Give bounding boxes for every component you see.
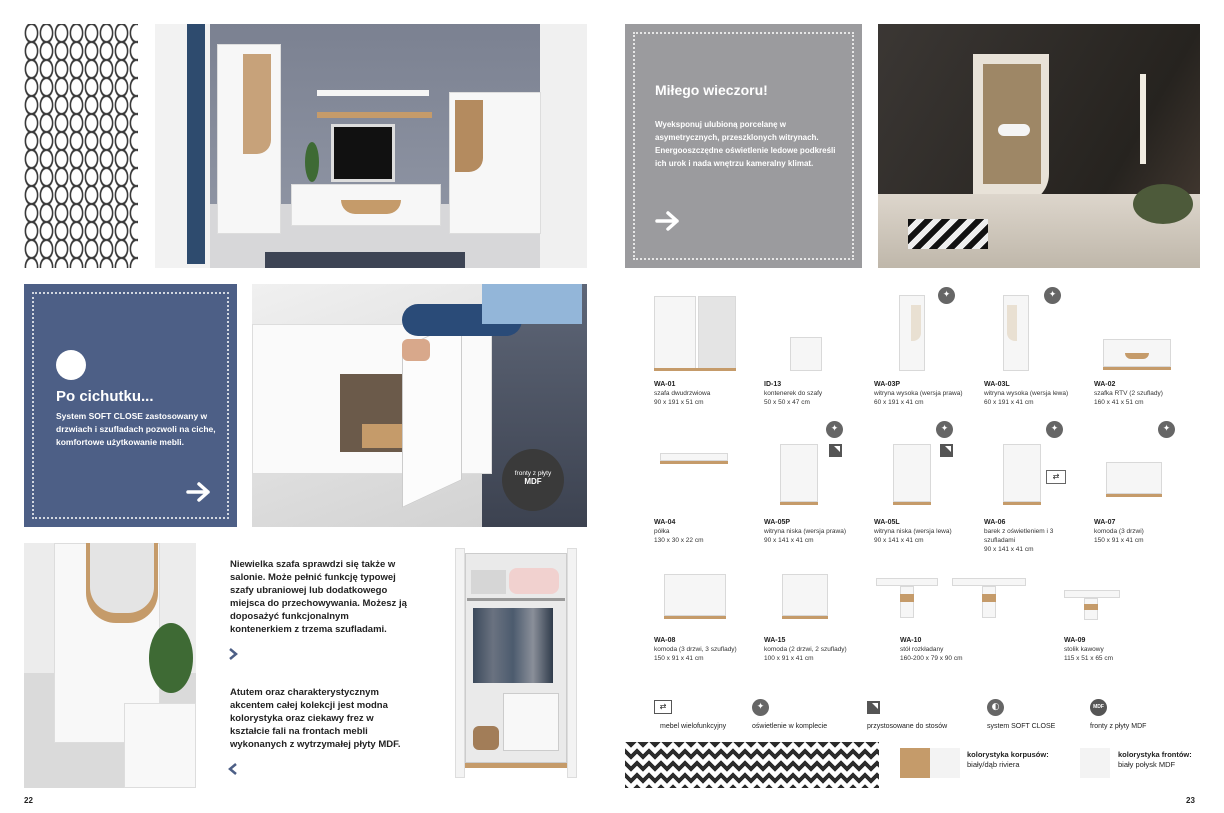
soft-close-drawer-photo bbox=[252, 284, 587, 527]
legend-adapted: przystosowane do stosów bbox=[867, 723, 948, 730]
swatch-oak bbox=[900, 748, 930, 778]
light-bulb-icon: ✦ bbox=[1044, 287, 1061, 304]
product-image-wa03p bbox=[899, 295, 925, 371]
paragraph-wardrobe: Niewielka szafa sprawdzi się także w salonie. Może pełnić funkcję typowej szafy ubraniowej lub dodatkowego miejsca do przechowywania. Możesz ją doposażyć funkcjonalnym kontenerkiem z trzema szufladami. bbox=[230, 559, 407, 635]
product-dims: 90 x 141 x 41 cm bbox=[984, 546, 1034, 553]
chevron-left-icon[interactable] bbox=[228, 762, 238, 776]
legend-lighting: oświetlenie w komplecie bbox=[752, 723, 828, 730]
product-code: ID-13 bbox=[764, 381, 782, 388]
decorative-zigzag-tile bbox=[625, 742, 879, 788]
product-dims: 150 x 91 x 41 cm bbox=[654, 655, 704, 662]
product-wa10[interactable] bbox=[900, 636, 1010, 663]
product-wa03p[interactable] bbox=[874, 380, 974, 407]
product-name: witryna wysoka (wersja lewa) bbox=[984, 390, 1069, 397]
product-dims: 130 x 30 x 22 cm bbox=[654, 537, 704, 544]
badge-line1: fronty z płyty bbox=[514, 470, 552, 477]
product-image-wa08 bbox=[664, 574, 726, 620]
evening-promo-panel bbox=[625, 24, 862, 268]
front-color-title: kolorystyka frontów: bbox=[1118, 750, 1192, 759]
product-dims: 150 x 91 x 41 cm bbox=[1094, 537, 1144, 544]
product-wa07[interactable] bbox=[1094, 518, 1194, 545]
product-code: WA-15 bbox=[764, 637, 786, 644]
product-image-wa10 bbox=[876, 578, 1026, 624]
product-dims: 60 x 191 x 41 cm bbox=[874, 399, 924, 406]
living-room-photo bbox=[155, 24, 587, 268]
product-name: stół rozkładany bbox=[900, 646, 944, 653]
product-dims: 90 x 141 x 41 cm bbox=[874, 537, 924, 544]
product-code: WA-02 bbox=[1094, 381, 1116, 388]
product-name: komoda (3 drzwi, 3 szuflady) bbox=[654, 646, 737, 653]
product-dims: 90 x 141 x 41 cm bbox=[764, 537, 814, 544]
swatch-white bbox=[930, 748, 960, 778]
product-image-wa06 bbox=[1003, 444, 1041, 504]
badge-line2: MDF bbox=[524, 477, 542, 486]
product-wa03l[interactable] bbox=[984, 380, 1084, 407]
product-image-wa04 bbox=[660, 453, 728, 465]
product-name: witryna niska (wersja prawa) bbox=[764, 528, 846, 535]
paragraph-collection: Atutem oraz charakterystycznym akcentem całej kolekcji jest modna kolorystyka oraz ciekawy frez w kształcie fali na frontach mebli wykonanych z wytrzymałej płyty MDF. bbox=[230, 687, 401, 750]
multifunction-icon: ⇄ bbox=[1046, 470, 1066, 484]
page-number-right: 23 bbox=[1186, 796, 1195, 805]
product-name: witryna wysoka (wersja prawa) bbox=[874, 390, 963, 397]
product-wa08[interactable] bbox=[654, 636, 754, 663]
carcass-color-value: biały/dąb riviera bbox=[967, 760, 1020, 769]
light-bulb-icon: ✦ bbox=[752, 699, 769, 716]
front-color-label bbox=[1118, 750, 1192, 770]
light-bulb-icon: ✦ bbox=[1158, 421, 1175, 438]
product-dims: 160 x 41 x 51 cm bbox=[1094, 399, 1144, 406]
product-name: komoda (2 drzwi, 2 szuflady) bbox=[764, 646, 847, 653]
swatch-white-gloss bbox=[1080, 748, 1110, 778]
product-dims: 160-200 x 79 x 90 cm bbox=[900, 655, 963, 662]
product-code: WA-07 bbox=[1094, 519, 1116, 526]
product-dims: 100 x 91 x 41 cm bbox=[764, 655, 814, 662]
soft-close-promo-panel bbox=[24, 284, 237, 527]
carcass-color-label bbox=[967, 750, 1049, 770]
multifunction-icon: ⇄ bbox=[654, 700, 672, 714]
corner-icon bbox=[829, 444, 842, 457]
product-code: WA-09 bbox=[1064, 637, 1086, 644]
corner-icon bbox=[867, 701, 880, 714]
product-name: stolik kawowy bbox=[1064, 646, 1104, 653]
product-dims: 90 x 191 x 51 cm bbox=[654, 399, 704, 406]
product-dims: 115 x 51 x 65 cm bbox=[1064, 655, 1114, 662]
light-bulb-icon: ✦ bbox=[1046, 421, 1063, 438]
product-name: kontenerek do szafy bbox=[764, 390, 823, 397]
panel-title: Po cichutku... bbox=[56, 388, 154, 405]
product-code: WA-03P bbox=[874, 381, 901, 388]
legend-multifunction: mebel wielofunkcyjny bbox=[660, 723, 727, 730]
product-image-wa15 bbox=[782, 574, 828, 620]
mdf-icon: MDF bbox=[1090, 699, 1107, 716]
product-code: WA-05P bbox=[764, 519, 791, 526]
product-code: WA-06 bbox=[984, 519, 1006, 526]
product-wa05p[interactable] bbox=[764, 518, 864, 545]
product-image-wa03l bbox=[1003, 295, 1029, 371]
product-code: WA-05L bbox=[874, 519, 900, 526]
legend-soft-close: system SOFT CLOSE bbox=[987, 723, 1056, 730]
product-name: szafka RTV (2 szuflady) bbox=[1094, 390, 1163, 397]
light-bulb-icon: ✦ bbox=[826, 421, 843, 438]
mdf-fronts-badge bbox=[502, 449, 564, 511]
product-name: barek z oświetleniem i 3 szufladami bbox=[984, 528, 1054, 544]
product-wa04[interactable] bbox=[654, 518, 754, 545]
chevron-right-icon[interactable] bbox=[228, 647, 238, 661]
arrow-right-icon[interactable] bbox=[186, 481, 212, 503]
dining-room-photo bbox=[878, 24, 1200, 268]
product-code: WA-08 bbox=[654, 637, 676, 644]
panel-text: Wyeksponuj ulubioną porcelanę w asymetrycznych, przeszklonych witrynach. Energooszczędne oświetlenie ledowe podkreśli ich urok i nada wnętrzu kameralny klimat. bbox=[655, 120, 836, 168]
arrow-right-icon[interactable] bbox=[655, 210, 681, 232]
panel-text: System SOFT CLOSE zastosowany w drzwiach i szufladach pozwoli na ciche, komfortowe użytkowanie mebli. bbox=[56, 411, 216, 447]
product-code: WA-04 bbox=[654, 519, 676, 526]
page-number-left: 22 bbox=[24, 796, 33, 805]
light-bulb-icon: ✦ bbox=[936, 421, 953, 438]
product-image-id13 bbox=[790, 337, 822, 371]
product-image-wa05l bbox=[893, 444, 931, 504]
product-code: WA-10 bbox=[900, 637, 922, 644]
product-image-wa02 bbox=[1103, 339, 1171, 371]
product-image-wa09 bbox=[1064, 590, 1120, 622]
product-wa09[interactable] bbox=[1064, 636, 1164, 663]
product-image-wa01 bbox=[654, 296, 736, 372]
panel-title: Miłego wieczoru! bbox=[655, 82, 768, 98]
legend-mdf: fronty z płyty MDF bbox=[1090, 723, 1147, 730]
corner-icon bbox=[940, 444, 953, 457]
product-dims: 50 x 50 x 47 cm bbox=[764, 399, 810, 406]
product-wa06[interactable] bbox=[984, 518, 1084, 554]
product-name: witryna niska (wersja lewa) bbox=[874, 528, 952, 535]
product-id13[interactable] bbox=[764, 380, 864, 407]
carcass-color-title: kolorystyka korpusów: bbox=[967, 750, 1049, 759]
circle-icon bbox=[56, 350, 86, 380]
product-wa02[interactable] bbox=[1094, 380, 1194, 407]
product-name: komoda (3 drzwi) bbox=[1094, 528, 1144, 535]
product-wa01[interactable] bbox=[654, 380, 754, 407]
product-wa15[interactable] bbox=[764, 636, 864, 663]
light-bulb-icon: ✦ bbox=[938, 287, 955, 304]
product-image-wa07 bbox=[1106, 462, 1162, 496]
soft-close-icon: ◐ bbox=[987, 699, 1004, 716]
product-name: półka bbox=[654, 528, 670, 535]
open-wardrobe-image bbox=[455, 548, 577, 783]
cabinet-detail-photo bbox=[24, 543, 196, 788]
front-color-value: biały połysk MDF bbox=[1118, 760, 1176, 769]
product-image-wa05p bbox=[780, 444, 818, 504]
product-code: WA-03L bbox=[984, 381, 1010, 388]
product-wa05l[interactable] bbox=[874, 518, 974, 545]
product-code: WA-01 bbox=[654, 381, 676, 388]
decorative-pattern-tile bbox=[24, 24, 138, 268]
product-dims: 60 x 191 x 41 cm bbox=[984, 399, 1034, 406]
product-name: szafa dwudrzwiowa bbox=[654, 390, 711, 397]
